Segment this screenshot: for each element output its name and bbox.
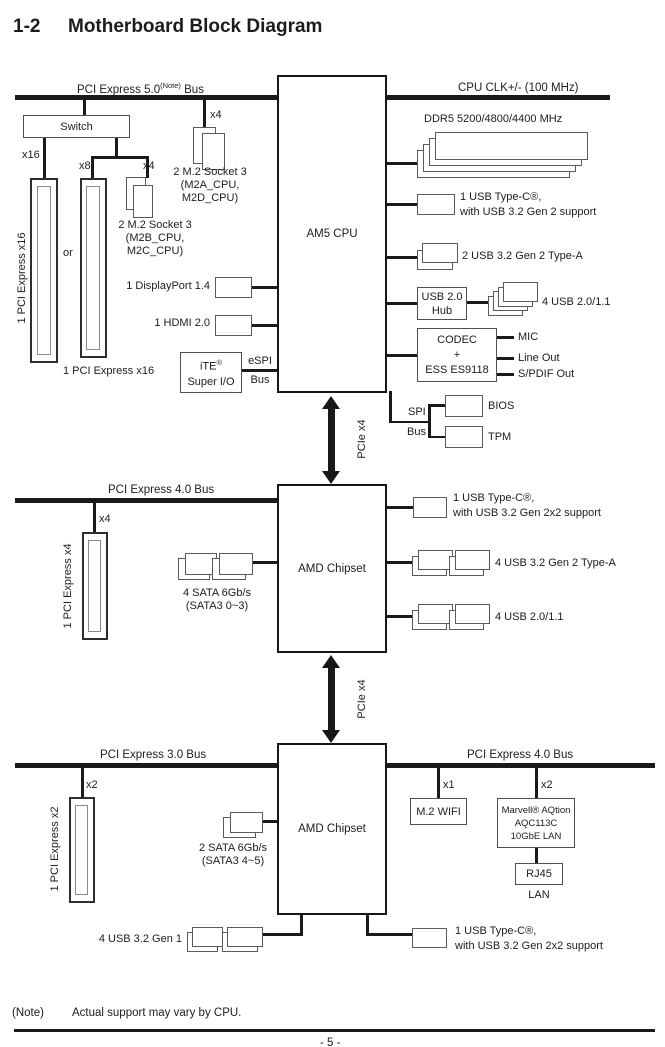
bus-label-pcie5-suffix: Bus [184,83,204,96]
m2-ad-line1: 2 M.2 Socket 3 [173,166,247,178]
chipset2-typec-line1: 1 USB Type-C®, [455,925,537,937]
line-chipset2-leg-left [300,915,303,935]
super-io-line2: Super I/O [187,375,235,388]
chipset1-usb20-conn2-front [455,604,490,624]
line-bus-to-wifi [437,767,440,798]
lane-x4-label: x4 [99,513,111,525]
espi-label-bottom: Bus [250,374,270,386]
chipset1-typec-label [453,491,601,521]
bus-label-pcie3: PCI Express 3.0 Bus [100,749,207,761]
bus-line-pcie3 [15,763,277,768]
cpu-usb20-label: 4 USB 2.0/1.1 [542,296,611,308]
dimm-1 [435,132,588,160]
pcie-link1-label: PCIe x4 [356,419,368,459]
sata-mid-line2: (SATA3 0~3) [185,600,249,612]
line-cpu-to-hub [387,302,417,305]
page-number: - 5 - [320,1037,341,1047]
chipset1-typec-line2: with USB 3.2 Gen 2x2 support [453,507,601,519]
slot-right-label: 1 PCI Express x16 [63,365,155,377]
rj45-label: RJ45 [526,868,552,880]
lan-label: LAN [528,889,550,901]
line-spi-to-tpm [428,436,445,439]
super-io-name-text: iTE [199,360,217,373]
wifi-label: M.2 WIFI [416,805,461,818]
cpu-usb32-label: 2 USB 3.2 Gen 2 Type-A [462,250,583,262]
m2-ad-line2: (M2A_CPU, M2D_CPU) [180,179,240,204]
line-hdmi-to-cpu [252,324,277,327]
usb-gen1-conn1-front [192,927,223,947]
chipset1-usb32-conn2-front [455,550,490,570]
cpu-clk-label: CPU CLK+/- (100 MHz) [458,82,579,94]
lan-chip-line3: 10GbE LAN [510,830,562,842]
mic-label: MIC [518,331,539,343]
line-cpu-to-codec [387,354,417,357]
line-dp-to-cpu [252,286,277,289]
footer-rule [14,1029,655,1032]
sata-mid-line1: 4 SATA 6Gb/s [182,587,252,599]
usb-gen1-conn2-front [227,927,263,947]
cpu-box [277,75,387,393]
lane-x1-label: x1 [443,779,455,791]
chipset1-usb32-label: 4 USB 3.2 Gen 2 Type-A [495,557,616,569]
codec-line3: ESS ES9118 [425,363,489,376]
line-bus-to-slot-x2 [81,767,84,797]
slot-x4-label: 1 PCI Express x4 [62,543,74,629]
super-io-reg-mark: ® [216,358,223,368]
chipset2-box [277,743,387,915]
tpm-connector [445,426,483,448]
sata-connector2-front [219,553,253,575]
usb20-connector-1 [503,282,538,302]
lan-chip-line1: Marvell® AQtion [501,804,571,816]
spi-label-bottom: Bus [407,426,426,438]
line-chipset1-usb20 [387,615,412,618]
lane-x4-m2ad-label: x4 [210,109,222,121]
line-lanchip-to-rj45 [535,848,538,863]
line-branch-to-slot-x8 [91,156,94,178]
chipset1-box [277,484,387,653]
line-espi [242,369,277,372]
switch-box [23,115,130,138]
line-switch-to-slot-x16 [43,138,46,178]
codec-line1: CODEC [437,333,477,346]
bus-label-pcie4-bottom: PCI Express 4.0 Bus [467,749,574,761]
line-bus-to-slot-x4 [93,502,96,532]
pcie-slot-x4-inner [88,540,101,632]
bus-line-pcie4-bottom [387,763,655,768]
chipset1-usb32-conn1-front [418,550,453,570]
lan-chip-line2: AQC113C [514,817,558,829]
line-chipset2-leg-right [366,915,369,935]
line-chipset1-typec [387,506,413,509]
line-chipset1-usb32 [387,561,412,564]
spdif-label: S/PDIF Out [518,368,575,380]
note-label: (Note) [12,1007,44,1019]
cpu-typec-label [460,190,596,220]
pcie-link2-shaft [328,667,335,731]
bus-label-pcie4-mid: PCI Express 4.0 Bus [108,484,215,496]
line-sata-to-chipset1 [253,561,277,564]
bus-label-pcie5-note: (Note) [160,81,181,90]
cpu-usb32-connector-front [422,243,458,263]
rj45-box [515,863,563,885]
usb-hub-line1: USB 2.0 [421,290,463,303]
line-spi-to-bios [428,404,445,407]
chipset1-usb20-conn1-front [418,604,453,624]
page-title: Motherboard Block Diagram [68,16,323,37]
usb-hub-line2: Hub [431,304,453,317]
slot-left-label: 1 PCI Express x16 [16,232,28,324]
sata-bottom-line1: 2 SATA 6Gb/s [198,842,268,854]
bios-connector [445,395,483,417]
m2-ad-label [158,166,262,205]
pcie-link1-shaft [328,408,335,472]
line-codec-spdif [497,373,514,376]
pcie-link1-arrow-down [322,471,340,484]
m2-bc-label [105,219,205,258]
lane-x2-label: x2 [86,779,98,791]
hdmi-label: 1 HDMI 2.0 [154,317,210,329]
wifi-box [410,798,467,825]
espi-label-top: eSPI [248,355,272,367]
note-text: Actual support may vary by CPU. [72,1007,242,1019]
lane-x2-lan-label: x2 [541,779,553,791]
m2-bc-line2: (M2B_CPU, M2C_CPU) [125,232,185,257]
lane-x8-label: x8 [79,160,91,172]
chipset1-typec-connector [413,497,447,518]
line-sata-to-chipset2 [263,820,277,823]
sata2-connector-front [230,812,263,833]
line-bus-to-switch [83,99,86,115]
line-cpu-to-usb32 [387,256,417,259]
chipset1-usb20-label: 4 USB 2.0/1.1 [495,611,564,623]
super-io-box [180,352,242,393]
line-switch-branch [115,138,118,158]
section-number: 1-2 [13,16,41,37]
cpu-label: AM5 CPU [306,228,358,240]
pcie-slot-x2-inner [75,805,88,895]
spi-label-top: SPI [408,406,426,418]
sata-bottom-line2: (SATA3 4~5) [201,855,265,867]
pcie-link2-label: PCIe x4 [356,679,368,719]
line-leg-left-horizontal [263,933,303,936]
sata-label-bottom [188,842,278,868]
or-label: or [63,247,73,259]
lan-chip-box [497,798,575,848]
cpu-typec-line2: with USB 3.2 Gen 2 support [460,206,597,218]
bus-line-pcie4-mid [15,498,277,503]
line-spi-bracket [428,405,431,438]
line-branch-horizontal [91,156,148,159]
chipset2-typec-connector [412,928,447,948]
switch-label: Switch [60,120,93,133]
m2-bc-connector-front [133,185,153,218]
lane-x4-m2bc-label: x4 [143,160,155,172]
m2-ad-connector-front [202,133,225,170]
chipset1-typec-line1: 1 USB Type-C®, [453,492,535,504]
slot-x2-label: 1 PCI Express x2 [49,806,61,892]
line-leg-right-horizontal [366,933,412,936]
m2-bc-line1: 2 M.2 Socket 3 [118,219,192,231]
chipset2-label: AMD Chipset [298,823,366,835]
bus-label-pcie5-name: PCI Express 5.0 [77,83,161,96]
line-codec-mic [497,336,514,339]
cpu-typec-connector [417,194,455,215]
displayport-label: 1 DisplayPort 1.4 [126,280,210,292]
line-spi-drop [389,391,392,423]
hdmi-connector [215,315,252,336]
line-bus-to-lan-chip [535,767,538,798]
ddr5-label: DDR5 5200/4800/4400 MHz [424,113,563,125]
chipset2-typec-line2: with USB 3.2 Gen 2x2 support [455,940,603,952]
displayport-connector [215,277,252,298]
codec-box [417,328,497,382]
lineout-label: Line Out [518,352,560,364]
line-cpu-to-typec [387,203,417,206]
cpu-typec-line1: 1 USB Type-C®, [460,191,542,203]
line-bus-to-m2ad [203,99,206,128]
lane-x16-label: x16 [22,149,40,161]
bus-label-pcie5 [77,79,204,97]
bus-line-cpu-clk [387,95,610,100]
chipset2-typec-label [455,924,603,954]
tpm-label: TPM [488,431,512,443]
chipset1-label: AMD Chipset [298,562,366,575]
bios-label: BIOS [488,400,515,412]
pcie-slot-x16-left-inner [37,186,51,355]
pcie-link2-arrow-down [322,730,340,743]
usb-gen1-label: 4 USB 3.2 Gen 1 [98,933,182,945]
line-cpu-to-ddr5 [387,162,420,165]
line-spi-horizontal [389,421,430,424]
codec-line2: + [453,348,461,361]
super-io-name [200,355,222,375]
usb-hub-box [417,287,467,320]
line-codec-lineout [497,357,514,360]
line-hub-to-usb20 [467,301,488,304]
sata-label-mid [172,587,262,613]
